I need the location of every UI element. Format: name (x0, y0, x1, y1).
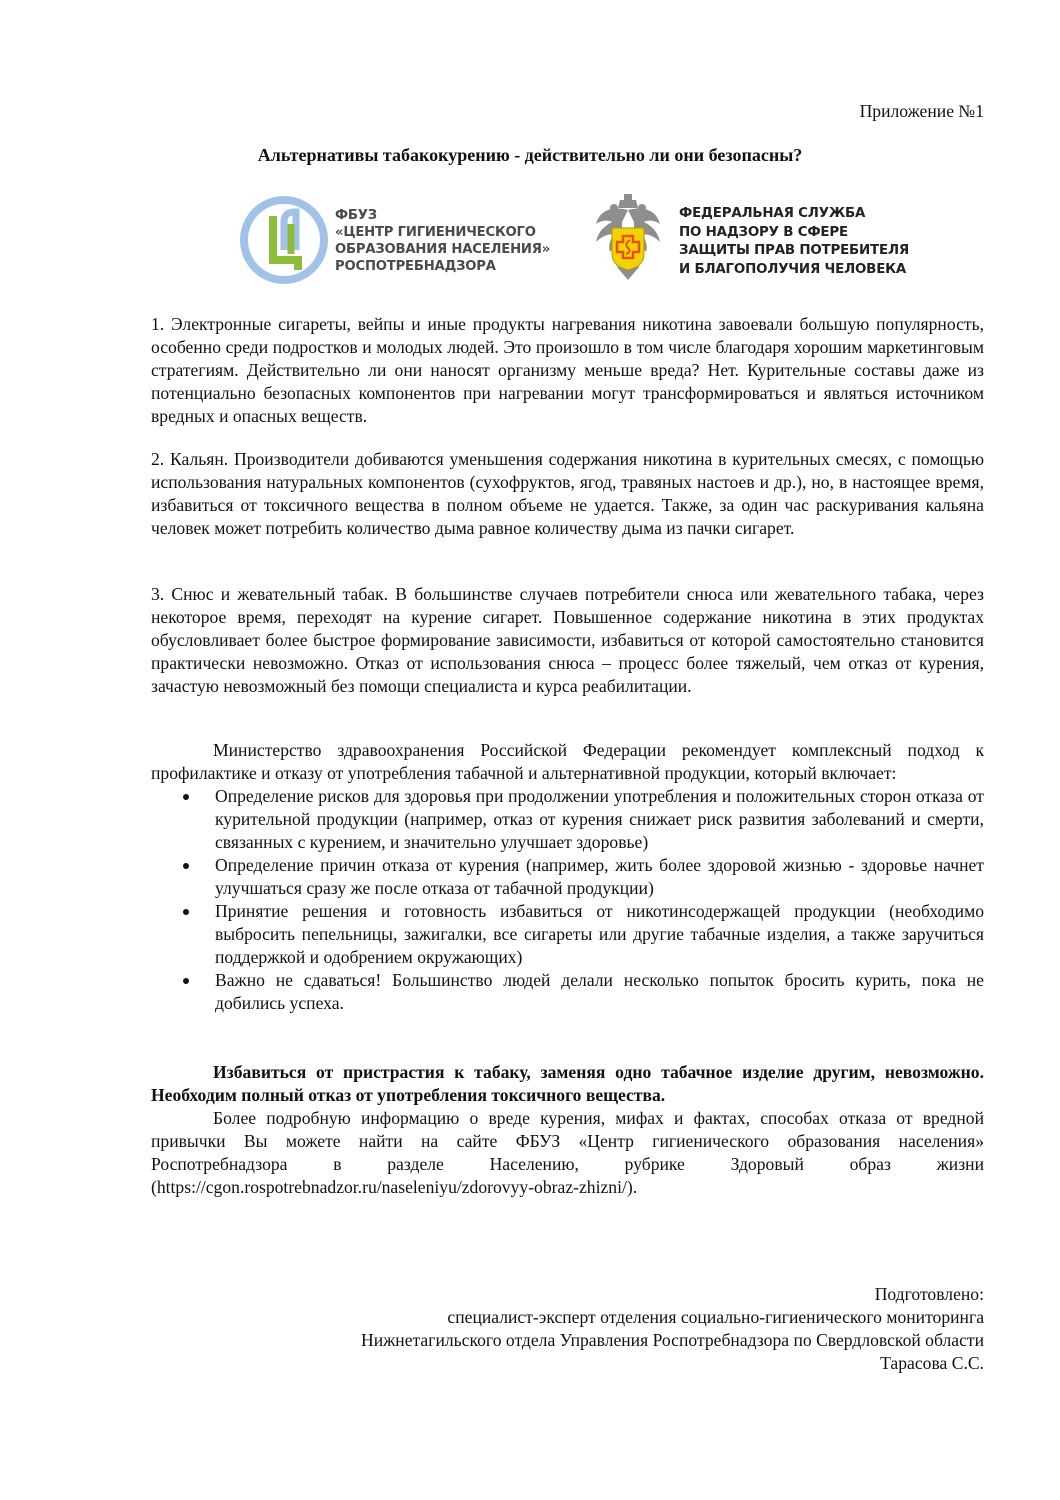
bullet-icon (183, 978, 189, 984)
rospotrebnadzor-logo-line: И БЛАГОПОЛУЧИЯ ЧЕЛОВЕКА (679, 261, 907, 277)
cgon-logo-line: ФБУЗ (335, 208, 377, 223)
rospotrebnadzor-logo (592, 192, 909, 287)
more-info-paragraph: Более подробную информацию о вреде курения, мифах и фактах, способах отказа от вредной привычки Вы можете найти на сайте ФБУЗ «Центр гигиенического образования населения» Роспотребнадзора в разделе Населению, рубрике Здоровый образ жизни (https://cgon.rospotrebnadzor.ru/naseleniyu/zdorovyy-obraz-zhizni/). (151, 1108, 984, 1197)
logos-row (0, 188, 1060, 288)
rospotrebnadzor-logo-text (679, 205, 909, 279)
rospotrebnadzor-logo-line: ПО НАДЗОРУ В СФЕРЕ (679, 224, 848, 240)
list-item-text: Принятие решения и готовность избавиться от никотинсодержащей продукции (необходимо выбросить пепельницы, зажигалки, все сигареты или другие табачные изделия, а также заручиться поддержкой и одобрением окружающих) (215, 901, 984, 967)
rospotrebnadzor-logo-line: ФЕДЕРАЛЬНАЯ СЛУЖБА (679, 206, 866, 221)
list-item-text: Определение причин отказа от курения (например, жить более здоровой жизнью - здоровье начнет улучшаться сразу же после отказа от табачной продукции) (215, 855, 984, 898)
signature-block (361, 1283, 984, 1375)
list-item-text: Определение рисков для здоровья при продолжении употребления и положительных сторон отказа от курительной продукции (например, отказ от курения снижает риск развития заболеваний и смерти, связанных с курением, и значительно улучшает здоровье) (215, 786, 984, 852)
signature-line: специалист-эксперт отделения социально-гигиенического мониторинга (447, 1307, 984, 1327)
bullet-icon (183, 863, 189, 869)
rospotrebnadzor-logo-line: ЗАЩИТЫ ПРАВ ПОТРЕБИТЕЛЯ (679, 243, 909, 258)
cgon-logo-line: РОСПОТРЕБНАДЗОРА (335, 259, 496, 274)
conclusion-bold-statement: Избавиться от пристрастия к табаку, заменяя одно табачное изделие другим, невозможно. Необходим полный отказ от употребления токсичного вещества. (151, 1062, 984, 1105)
appendix-label: Приложение №1 (859, 101, 984, 121)
list-item-text: Важно не сдаваться! Большинство людей делали несколько попыток бросить курить, пока не добились успеха. (215, 970, 984, 1013)
cgon-logo-text (335, 207, 550, 275)
cgon-logo-icon (238, 194, 330, 286)
list-item (151, 969, 984, 1015)
ministry-recommendations (151, 739, 984, 1015)
list-item (151, 900, 984, 969)
signature-line: Нижнетагильского отдела Управления Роспотребнадзора по Свердловской области (361, 1330, 984, 1350)
section-e-cigarettes: 1. Электронные сигареты, вейпы и иные продукты нагревания никотина завоевали большую популярность, особенно среди подростков и молодых людей. Это произошло в том числе благодаря хорошим маркетинговым стратегиям. Действительно ли они наносят организму меньше вреда? Нет. Курительные составы даже из потенциально безопасных компонентов при нагревании могут трансформироваться и являться источником вредных и опасных веществ. (151, 314, 984, 426)
list-item (151, 854, 984, 900)
bullet-icon (183, 909, 189, 915)
recommendations-list (151, 785, 984, 1015)
ministry-intro: Министерство здравоохранения Российской Федерации рекомендует комплексный подход к профилактике и отказу от употребления табачной и альтернативной продукции, который включает: (151, 740, 984, 783)
cgon-logo-line: «ЦЕНТР ГИГИЕНИЧЕСКОГО (335, 225, 536, 240)
signature-line: Тарасова С.С. (880, 1353, 984, 1373)
signature-line: Подготовлено: (874, 1284, 984, 1304)
bullet-icon (183, 794, 189, 800)
cgon-logo-line: ОБРАЗОВАНИЯ НАСЕЛЕНИЯ» (335, 242, 551, 257)
section-snus: 3. Снюс и жевательный табак. В большинстве случаев потребители снюса или жевательного табака, через некоторое время, переходят на курение сигарет. Повышенное содержание никотина в этих продуктах обусловливает более быстрое формирование зависимости, избавиться от которой самостоятельно становится практически невозможно. Отказ от использования снюса – процесс более тяжелый, чем отказ от курения, зачастую невозможный без помощи специалиста и курса реабилитации. (151, 584, 984, 696)
cgon-logo (238, 194, 568, 286)
list-item (151, 785, 984, 854)
document-title: Альтернативы табакокурению - действительно ли они безопасны? (257, 145, 803, 165)
conclusion (151, 1061, 984, 1199)
section-hookah: 2. Кальян. Производители добиваются уменьшения содержания никотина в курительных смесях, с помощью использования натуральных компонентов (сухофруктов, ягод, травяных настоев и др.), но, в настоящее время, избавиться от токсичного вещества в полном объеме не удается. Также, за один час раскуривания кальяна человек может потребить количество дыма равное количеству дыма из пачки сигарет. (151, 449, 984, 538)
double-headed-eagle-emblem-icon (592, 192, 664, 284)
